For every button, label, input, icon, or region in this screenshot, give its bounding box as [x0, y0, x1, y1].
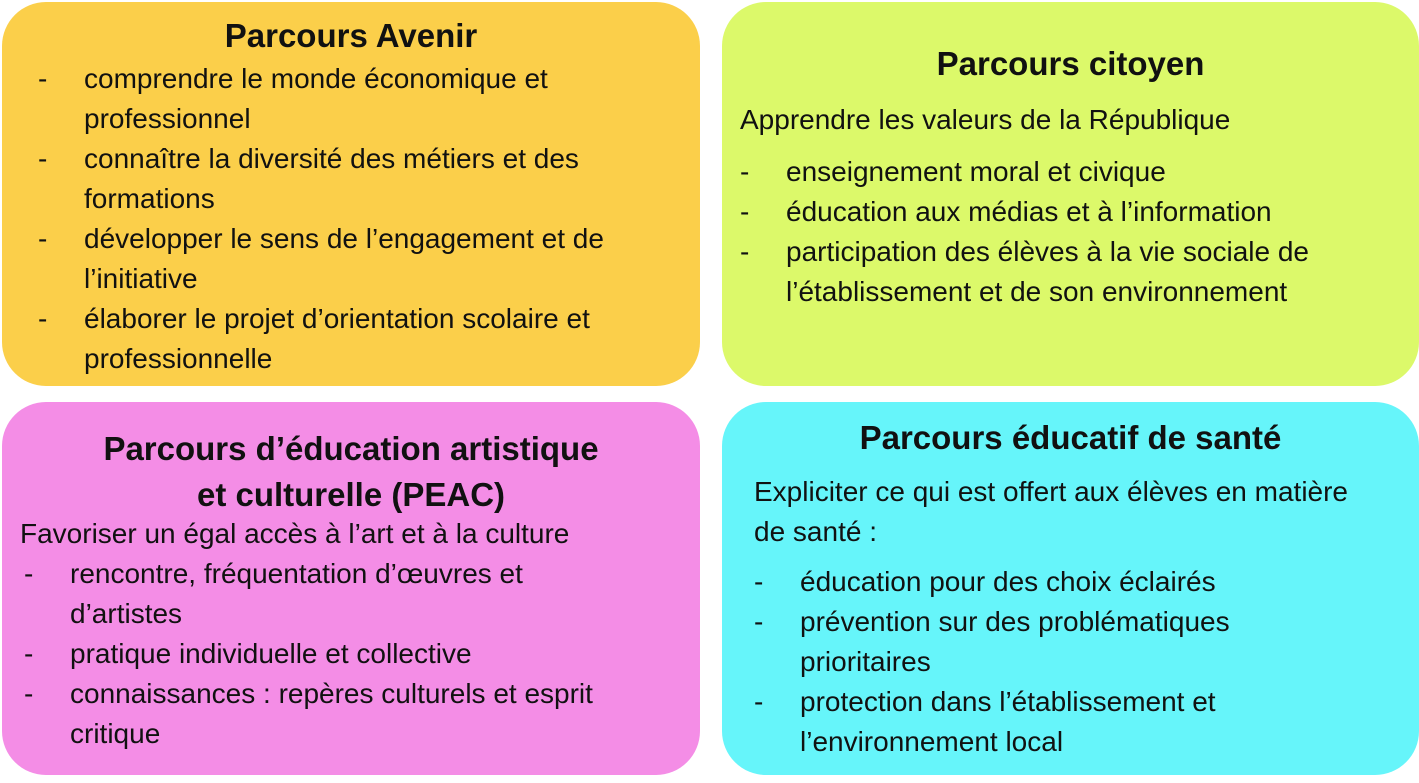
list-item	[24, 554, 624, 634]
bullet-dash: -	[24, 638, 34, 669]
list-item	[754, 602, 1354, 682]
bullet-dash: -	[740, 196, 750, 227]
list-item	[740, 152, 1400, 192]
item-text: rencontre, fréquentation d’œuvres et d’artistes	[70, 558, 523, 629]
bullet-dash: -	[754, 566, 764, 597]
bullet-dash: -	[24, 678, 34, 709]
card-parcours-citoyen	[722, 2, 1419, 386]
list-item	[38, 139, 660, 219]
card-title-line1: Parcours d’éducation artistique	[103, 430, 599, 467]
bullet-dash: -	[38, 303, 48, 334]
card-intro: Expliciter ce qui est offert aux élèves en matière de santé :	[754, 476, 1349, 547]
item-text: pratique individuelle et collective	[70, 638, 472, 669]
item-list	[24, 554, 624, 754]
card-parcours-avenir	[2, 2, 700, 386]
item-text: prévention sur des problématiques prioritaires	[800, 606, 1230, 677]
list-item	[24, 634, 624, 674]
item-text: élaborer le projet d’orientation scolaire et professionnelle	[84, 303, 590, 374]
item-text: comprendre le monde économique et professionnel	[84, 63, 548, 134]
list-item	[740, 232, 1400, 312]
list-item	[754, 682, 1354, 762]
card-parcours-sante	[722, 402, 1419, 775]
list-item	[38, 219, 660, 299]
item-text: enseignement moral et civique	[786, 156, 1166, 187]
card-title: Parcours éducatif de santé	[859, 419, 1282, 456]
item-text: connaissances : repères culturels et esprit critique	[70, 678, 593, 749]
list-item	[740, 192, 1400, 232]
item-text: éducation aux médias et à l’information	[786, 196, 1272, 227]
card-title: Parcours Avenir	[224, 17, 478, 54]
card-title-line2: et culturelle (PEAC)	[196, 476, 506, 513]
card-parcours-peac	[2, 402, 700, 775]
card-title: Parcours citoyen	[936, 45, 1205, 82]
list-item	[754, 562, 1354, 602]
item-text: éducation pour des choix éclairés	[800, 566, 1216, 597]
item-text: protection dans l’établissement et l’environnement local	[800, 686, 1216, 757]
card-intro: Favoriser un égal accès à l’art et à la culture	[20, 518, 570, 549]
bullet-dash: -	[24, 558, 34, 589]
list-item	[38, 59, 660, 139]
bullet-dash: -	[38, 63, 48, 94]
card-title	[2, 426, 700, 518]
bullet-dash: -	[754, 606, 764, 637]
bullet-dash: -	[754, 686, 764, 717]
bullet-dash: -	[740, 236, 750, 267]
item-list	[754, 562, 1354, 762]
bullet-dash: -	[740, 156, 750, 187]
item-text: connaître la diversité des métiers et des formations	[84, 143, 579, 214]
card-intro: Apprendre les valeurs de la République	[740, 104, 1231, 135]
list-item	[38, 299, 660, 379]
item-text: développer le sens de l’engagement et de l’initiative	[84, 223, 604, 294]
bullet-dash: -	[38, 223, 48, 254]
item-list	[740, 152, 1400, 312]
item-text: participation des élèves à la vie sociale de l’établissement et de son environnement	[786, 236, 1309, 307]
item-list	[38, 59, 660, 379]
list-item	[24, 674, 624, 754]
bullet-dash: -	[38, 143, 48, 174]
